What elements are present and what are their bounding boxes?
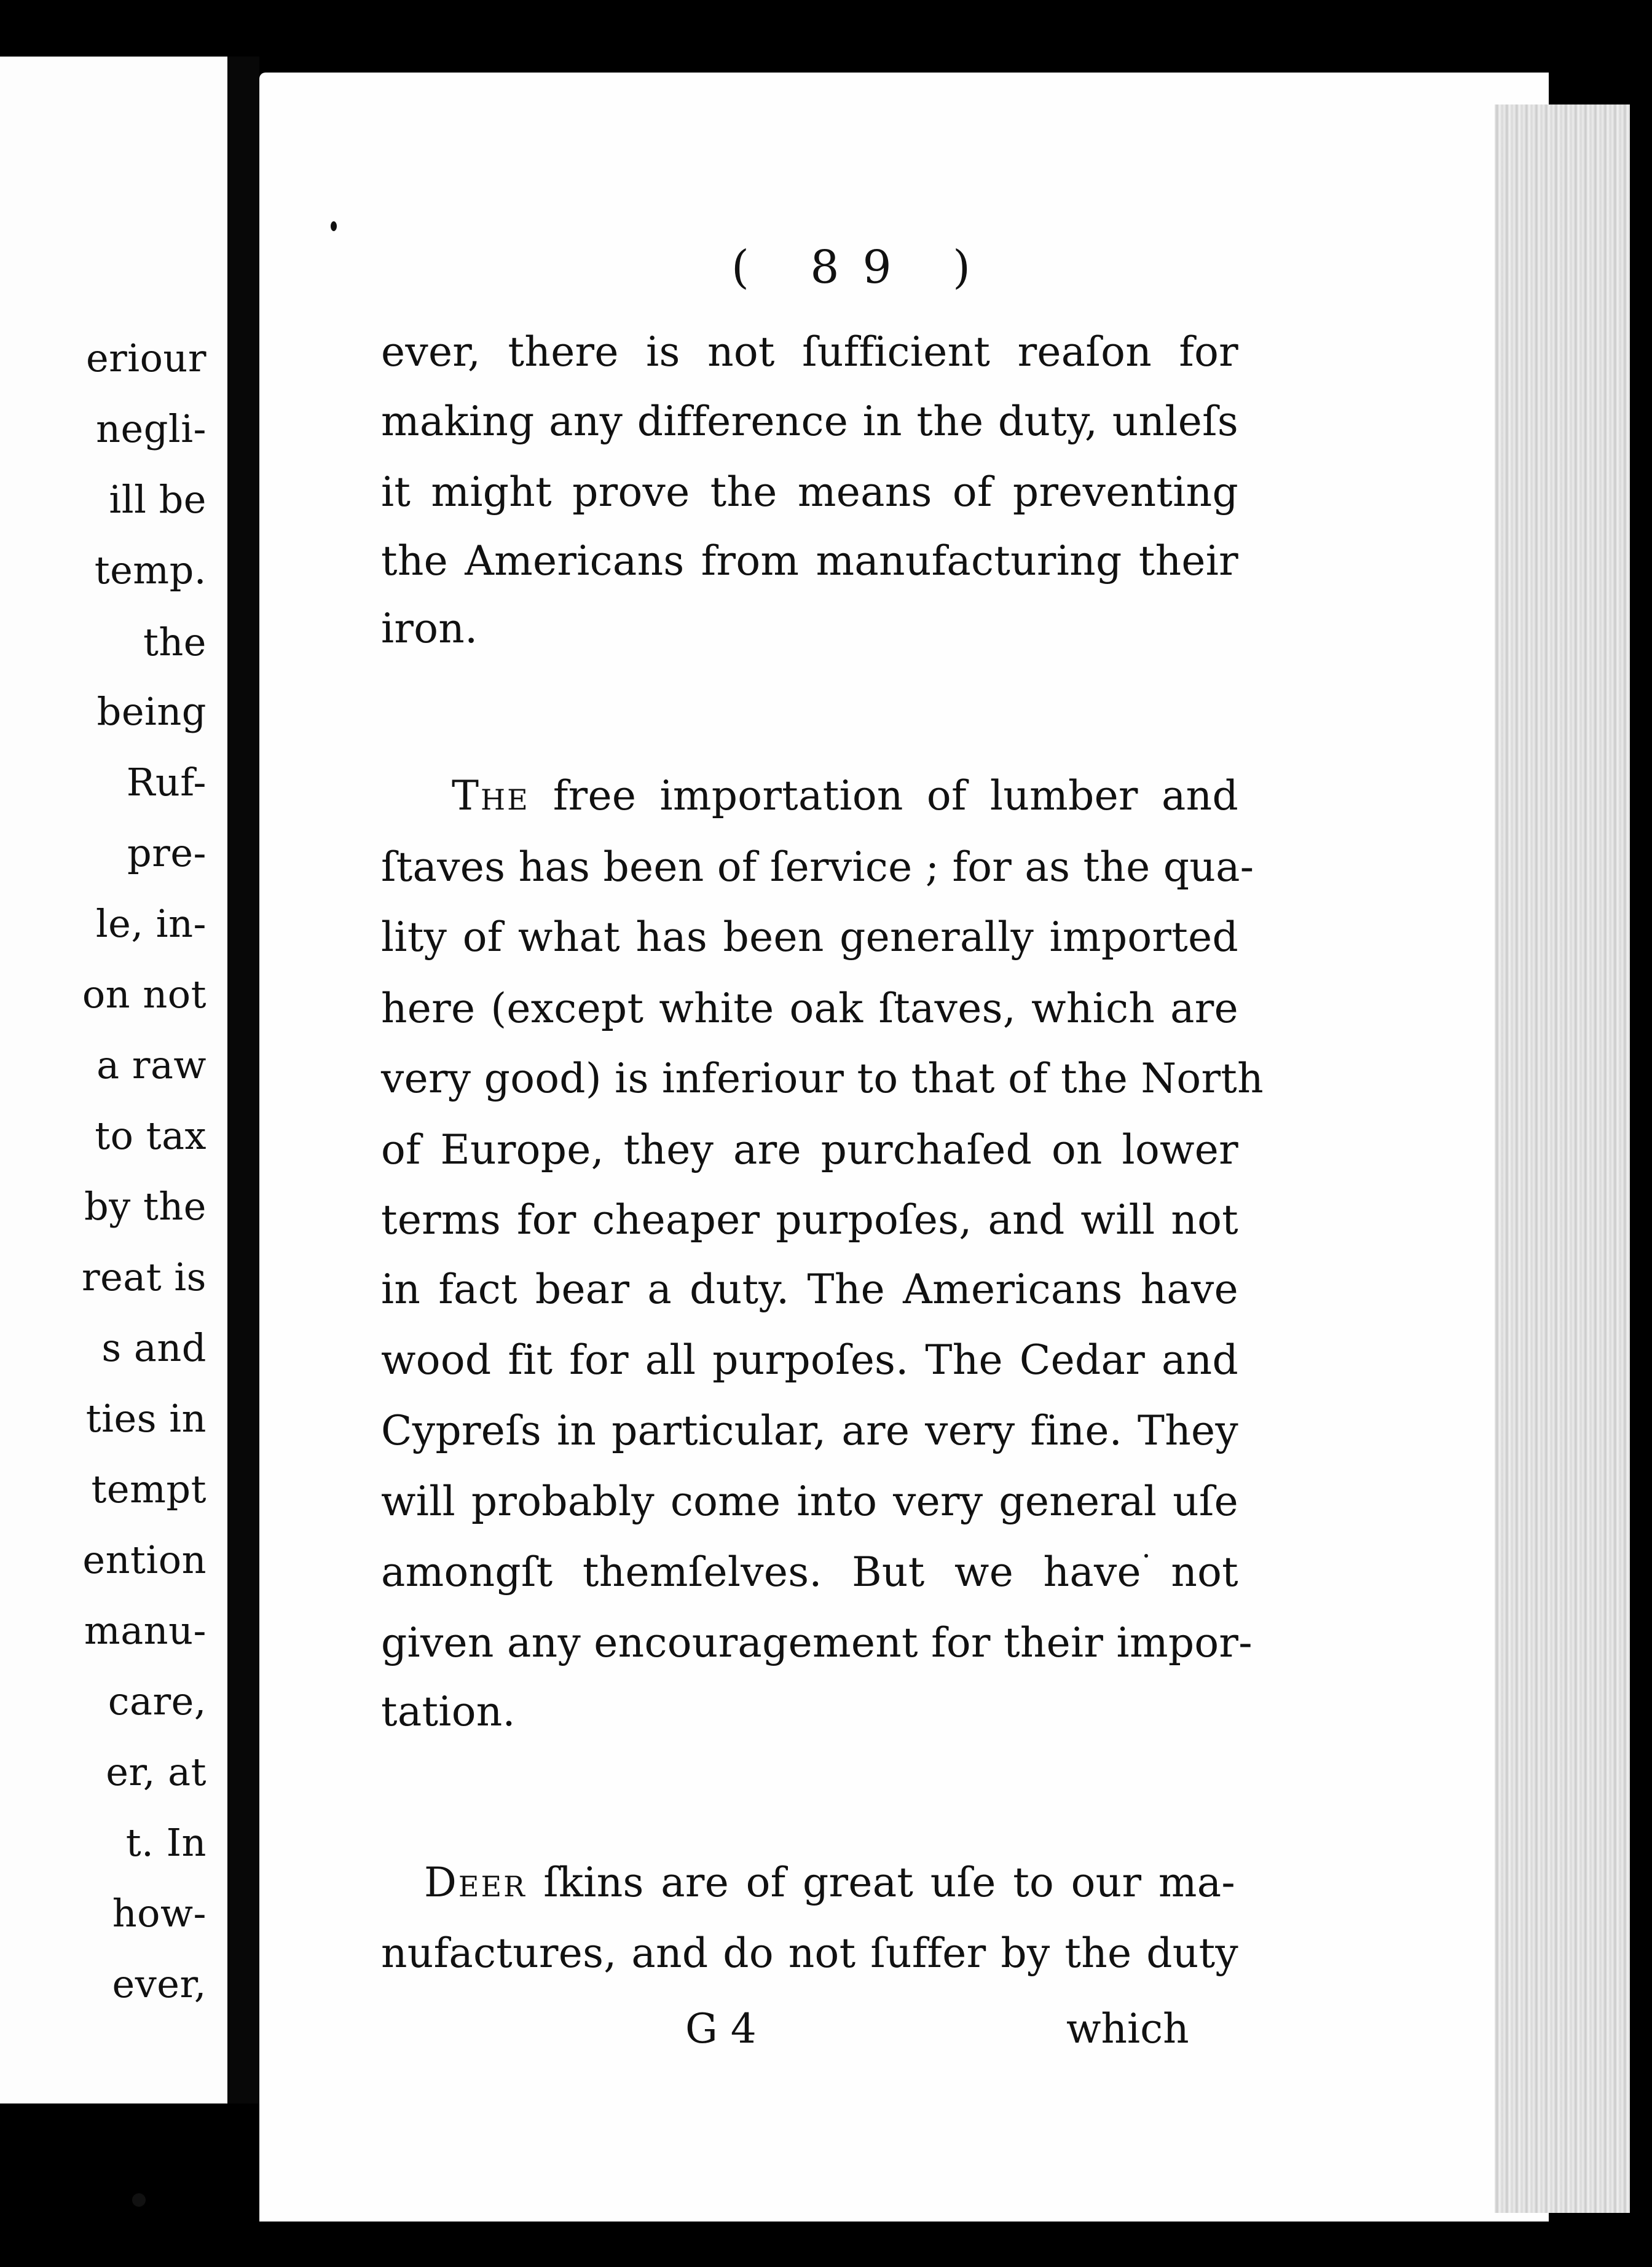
page-edge (1495, 104, 1630, 2213)
left-line: tempt (91, 1467, 206, 1512)
text-line: will probably come into very general uſe (381, 1478, 1238, 1525)
paragraph-lead-word: The (452, 772, 530, 819)
signature-mark: G 4 (685, 2005, 757, 2052)
left-line: the (143, 620, 206, 664)
text-line: Cypreſs in particular, are very fine. They (381, 1407, 1238, 1454)
text-run: ſkins are of great uſe to our ma- (526, 1859, 1235, 1906)
ink-speck (132, 2193, 146, 2207)
text-line: lity of what has been generally imported (381, 913, 1238, 961)
paragraph-first-line (452, 772, 1238, 819)
paragraph-first-line (424, 1859, 1235, 1906)
text-line: terms for cheaper purpoſes, and will not (381, 1196, 1238, 1244)
book-gutter (227, 57, 259, 2103)
catchword: which (1066, 2005, 1189, 2052)
left-line: eriour (85, 336, 206, 380)
text-line: ever, there is not ſufficient reaſon for (381, 328, 1238, 376)
left-line: by the (84, 1184, 206, 1229)
left-line: le, in- (95, 901, 206, 946)
left-line: care, (108, 1679, 206, 1724)
text-line: the Americans from manufacturing their (381, 537, 1238, 585)
text-line: in fact bear a duty. The Americans have (381, 1266, 1238, 1313)
text-line: it might prove the means of preventing (381, 468, 1238, 516)
paragraph-lead-word: Deer (424, 1859, 527, 1906)
text-line: of Europe, they are purchaſed on lower (381, 1126, 1238, 1173)
left-line: t. In (125, 1820, 206, 1865)
left-line: reat is (81, 1255, 206, 1299)
left-line: er, at (106, 1749, 206, 1794)
left-line: pre- (127, 830, 206, 875)
left-line: s and (101, 1325, 206, 1370)
left-line: being (96, 689, 206, 734)
text-line: here (except white oak ſtaves, which are (381, 985, 1238, 1032)
left-page (0, 57, 227, 2103)
left-line: Ruf- (126, 760, 206, 805)
text-line: very good) is inferiour to that of the North (381, 1055, 1264, 1102)
text-line: ſtaves has been of ſervice ; for as the qua- (381, 843, 1254, 891)
left-line: manu- (84, 1608, 206, 1653)
ink-speck (331, 221, 337, 231)
text-line: amongſt themſelves. But we have not (381, 1548, 1238, 1596)
left-line: temp. (94, 548, 206, 593)
page-number: ( 89 ) (731, 241, 994, 294)
text-line: tation. (381, 1688, 516, 1735)
left-line: negli- (96, 406, 206, 451)
text-line: given any encouragement for their impor- (381, 1619, 1253, 1666)
left-line: on not (82, 972, 206, 1017)
left-line: a raw (96, 1043, 206, 1087)
left-line: ties in (85, 1396, 206, 1441)
left-line: to tax (95, 1113, 206, 1158)
left-line: ention (82, 1537, 206, 1582)
left-line: ever, (112, 1961, 206, 2006)
text-line: making any difference in the duty, unleſs (381, 398, 1238, 445)
text-line: wood fit for all purpoſes. The Cedar and (381, 1336, 1238, 1384)
text-line: nufactures, and do not ſuffer by the duty (381, 1930, 1238, 1977)
text-run: free importation of lumber and (529, 772, 1238, 819)
left-line: ill be (109, 477, 206, 522)
left-line: how- (112, 1891, 206, 1936)
text-line: iron. (381, 605, 478, 652)
